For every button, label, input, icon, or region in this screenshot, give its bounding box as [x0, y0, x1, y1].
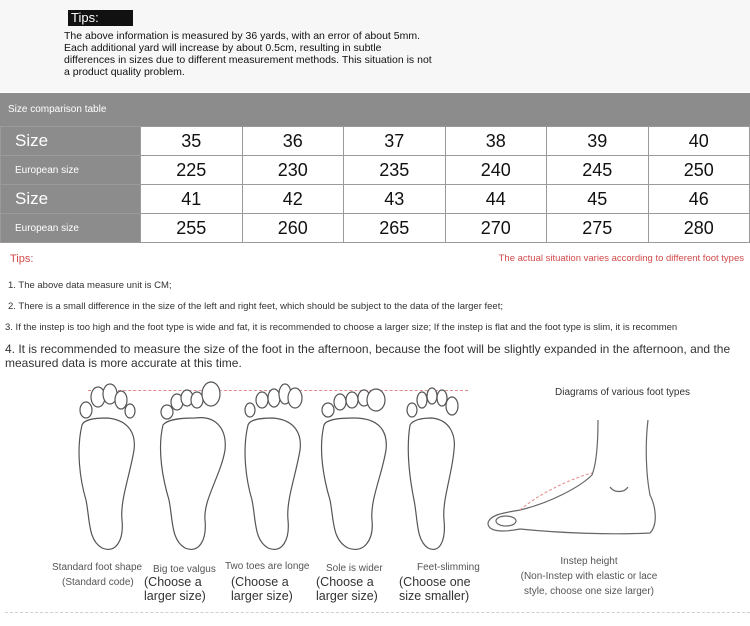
- table-cell: 280: [648, 214, 750, 243]
- size-table-header: Size comparison table: [0, 93, 750, 126]
- note-2: 2. There is a small difference in the size of the left and right feet, which should be subject to the data of the larger feet;: [8, 301, 503, 312]
- instep-caption-title: Instep height: [560, 556, 618, 567]
- table-cell: 250: [648, 156, 750, 185]
- table-cell: 40: [648, 127, 750, 156]
- table-cell: 255: [141, 214, 243, 243]
- foot-type-sub: (Choose a larger size): [144, 575, 206, 603]
- foot-type-name: Two toes are longe: [225, 561, 310, 572]
- note-1: 1. The above data measure unit is CM;: [8, 280, 172, 291]
- table-cell: 225: [141, 156, 243, 185]
- foot-type-sub: (Choose one size smaller): [399, 575, 471, 603]
- instep-caption-text: (Non-Instep with elastic or lace style, choose one size larger): [520, 571, 658, 597]
- table-cell: 39: [547, 127, 649, 156]
- big-toe-valgus-foot-icon: [155, 380, 230, 555]
- wide-sole-foot-icon: [318, 380, 390, 555]
- table-cell: 44: [445, 185, 547, 214]
- foot-type-name: Feet-slimming: [417, 562, 480, 573]
- long-second-toe-foot-icon: [238, 380, 308, 555]
- table-cell: 42: [242, 185, 344, 214]
- foot-type-sub: (Choose a larger size): [231, 575, 293, 603]
- table-cell: 35: [141, 127, 243, 156]
- diagrams-title: Diagrams of various foot types: [555, 387, 691, 398]
- table-cell: 235: [344, 156, 446, 185]
- table-row: [1, 156, 750, 185]
- table-cell: 36: [242, 127, 344, 156]
- table-row: [1, 127, 750, 156]
- note-4: 4. It is recommended to measure the size of the foot in the afternoon, because the foot will be slightly expanded in the afternoon, and the measured data is more accurate at this time.: [5, 342, 731, 370]
- instep-foot-side-icon: [480, 415, 670, 540]
- note-3: 3. If the instep is too high and the foot type is wide and fat, it is recommended to choose a larger size; If the instep is flat and the foot type is slim, it is recommen: [5, 322, 678, 333]
- tips-right-note: The actual situation varies according to different foot types: [498, 253, 744, 264]
- foot-type-sub: (Standard code): [62, 577, 134, 588]
- foot-type-name: Standard foot shape: [52, 562, 143, 573]
- row-label: European size: [1, 214, 141, 243]
- table-cell: 245: [547, 156, 649, 185]
- table-cell: 38: [445, 127, 547, 156]
- instep-caption: [514, 554, 664, 599]
- table-cell: 270: [445, 214, 547, 243]
- table-cell: 275: [547, 214, 649, 243]
- table-cell: 46: [648, 185, 750, 214]
- standard-foot-icon: [72, 380, 142, 555]
- foot-type-sub: (Choose a larger size): [316, 575, 378, 603]
- table-cell: 240: [445, 156, 547, 185]
- foot-type-name: Sole is wider: [326, 563, 383, 574]
- table-row: [1, 185, 750, 214]
- table-cell: 43: [344, 185, 446, 214]
- table-cell: 230: [242, 156, 344, 185]
- tips-label: Tips:: [10, 253, 34, 265]
- row-label: Size: [1, 127, 141, 156]
- table-cell: 37: [344, 127, 446, 156]
- row-label: Size: [1, 185, 141, 214]
- top-note: [0, 0, 750, 92]
- bottom-divider: [5, 612, 750, 613]
- row-label: European size: [1, 156, 141, 185]
- table-cell: 45: [547, 185, 649, 214]
- top-tips-tag: Tips:: [68, 10, 133, 26]
- top-note-text: The above information is measured by 36 yards, with an error of about 5mm. Each additional yard will increase by about 0.5cm, resulting in subtle differences in sizes due to different measurement methods. This situation is not a product quality problem.: [64, 30, 432, 78]
- foot-type-name: Big toe valgus: [153, 564, 216, 575]
- table-cell: 260: [242, 214, 344, 243]
- table-cell: 265: [344, 214, 446, 243]
- table-cell: 41: [141, 185, 243, 214]
- table-row: [1, 214, 750, 243]
- slim-foot-icon: [400, 380, 462, 555]
- size-table: [0, 126, 750, 243]
